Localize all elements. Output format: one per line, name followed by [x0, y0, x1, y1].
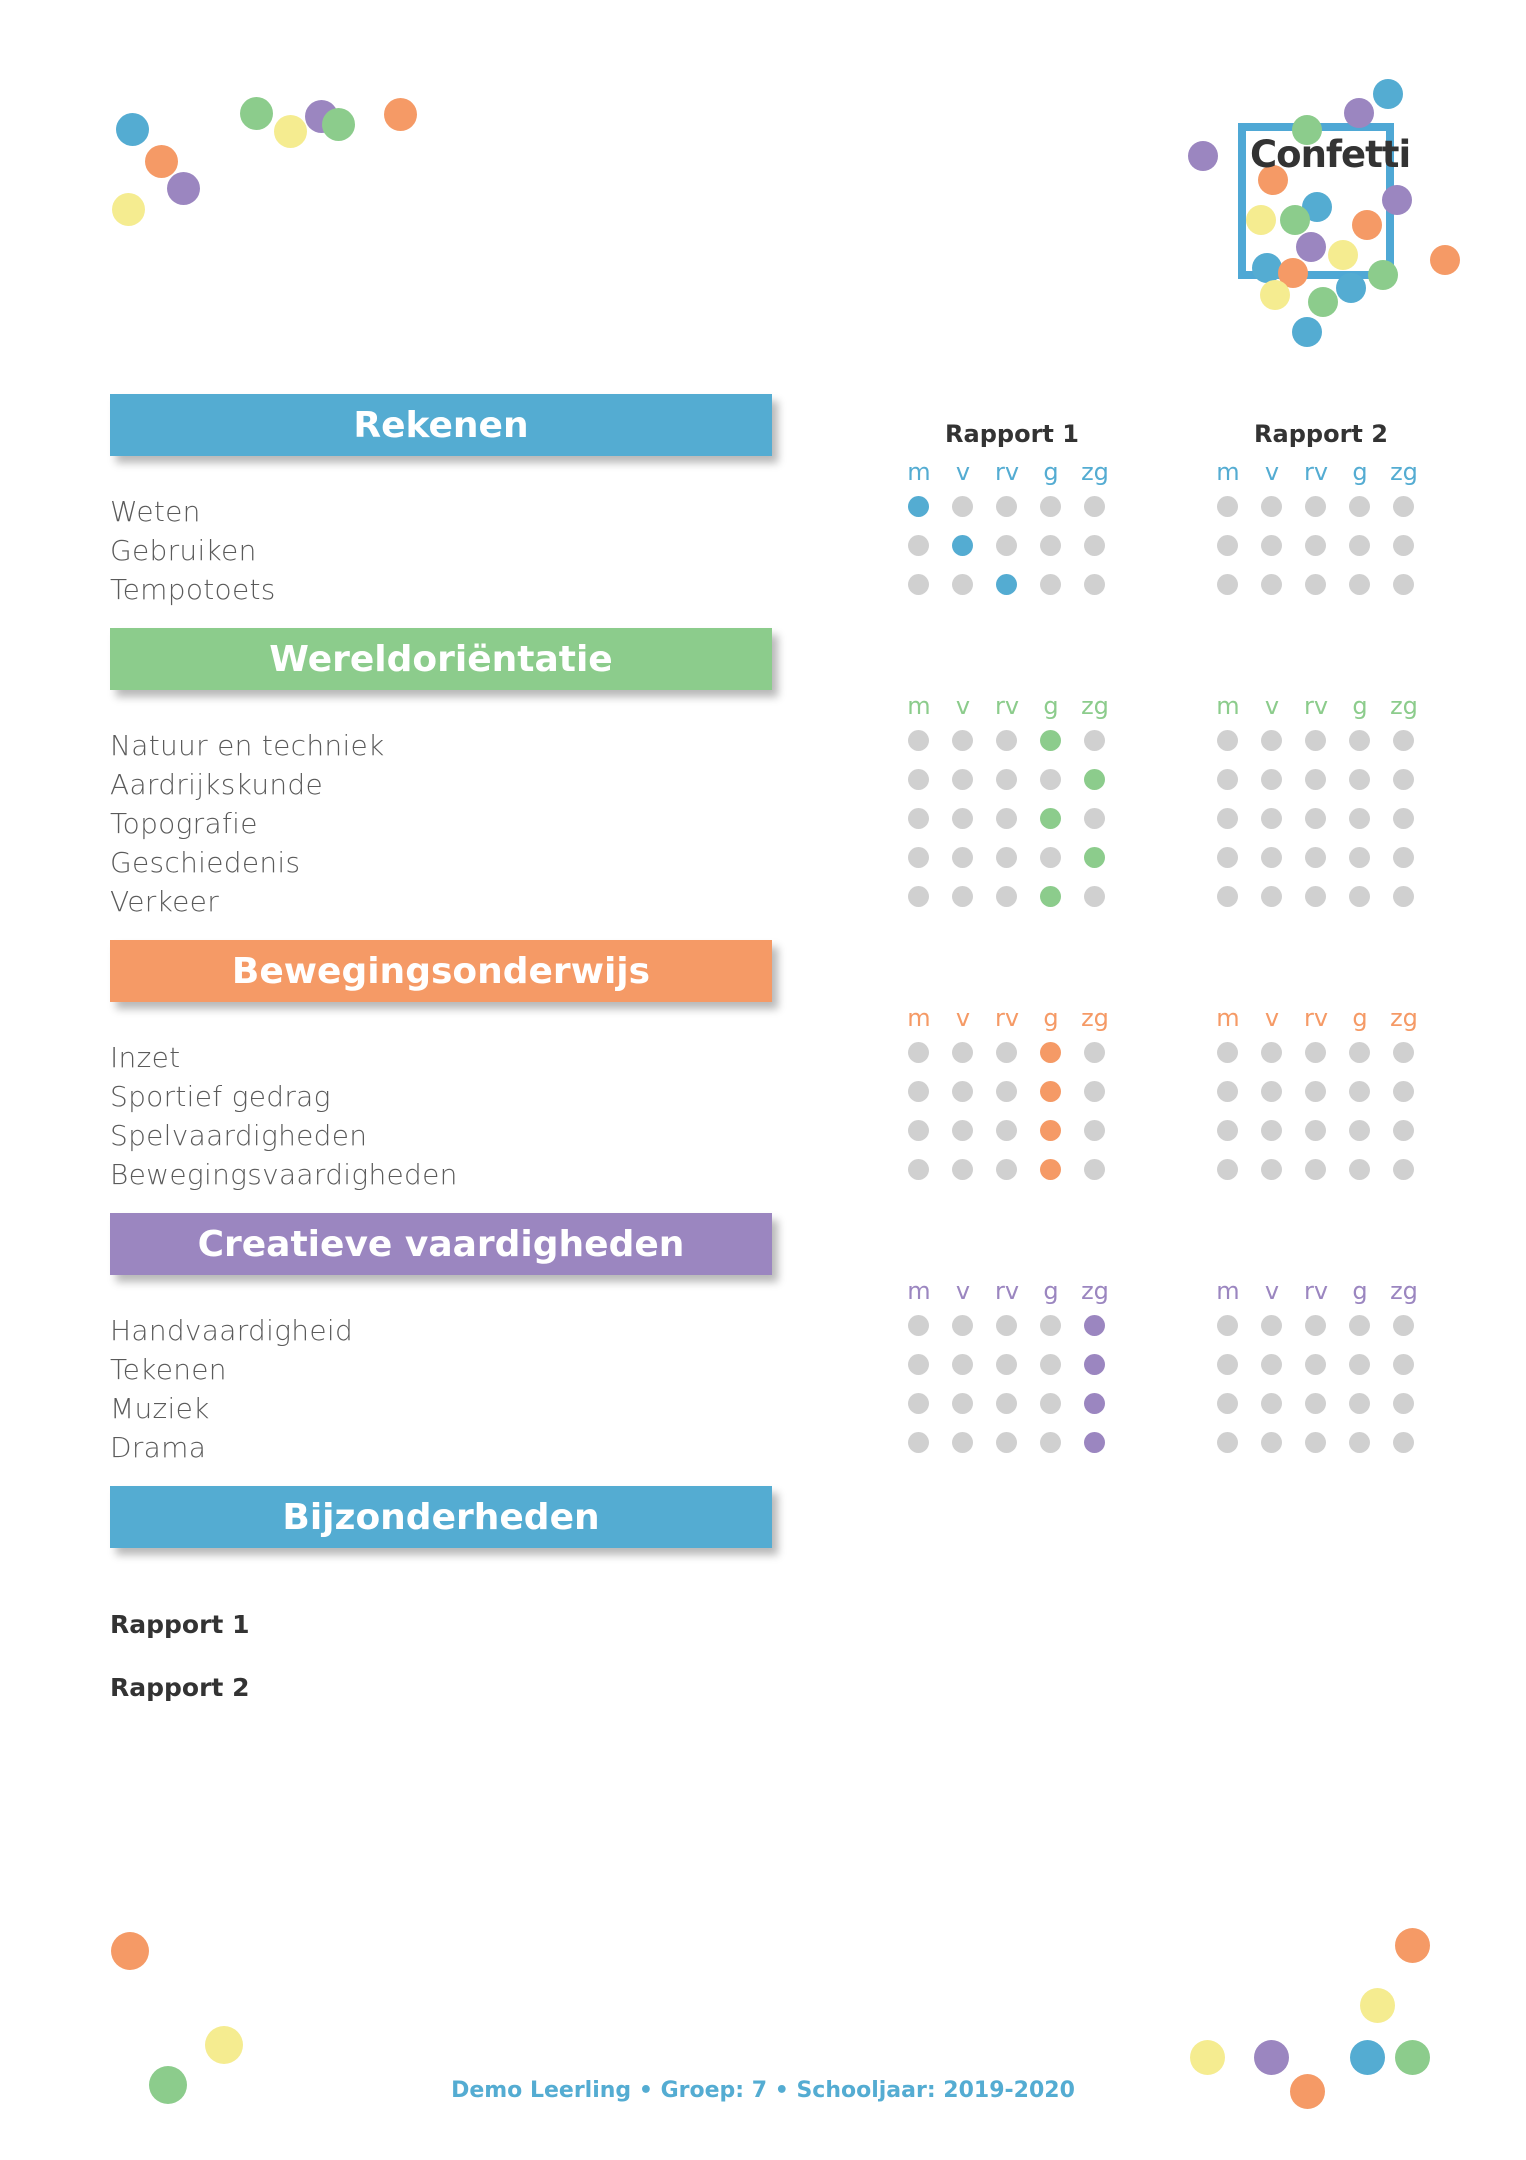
- rating-dot: [1217, 1120, 1238, 1141]
- rating-dot: [1040, 769, 1061, 790]
- column-header-m: m: [907, 1004, 931, 1032]
- remark-rapport-1-label: Rapport 1: [110, 1610, 250, 1639]
- rating-dot: [1217, 574, 1238, 595]
- confetti-dot: [112, 193, 145, 226]
- rating-dot: [996, 769, 1017, 790]
- rating-dot: [1217, 535, 1238, 556]
- rating-dot: [908, 574, 929, 595]
- rating-dot: [1393, 574, 1414, 595]
- rating-dot: [1305, 1159, 1326, 1180]
- logo-confetti-dot: [1292, 317, 1322, 347]
- rating-dot: [1084, 730, 1105, 751]
- item-tekenen: Tekenen: [110, 1353, 227, 1386]
- rating-dot: [1261, 808, 1282, 829]
- rating-dot: [952, 574, 973, 595]
- rating-dot: [1261, 1432, 1282, 1453]
- rating-dot: [1305, 769, 1326, 790]
- section-header-bijzonderheden: Bijzonderheden: [110, 1486, 772, 1548]
- rating-dot: [908, 1120, 929, 1141]
- item-list-wereldorientatie: [110, 726, 630, 921]
- rating-dot: [908, 1432, 929, 1453]
- rating-dot: [1217, 808, 1238, 829]
- rating-dot: [1349, 1081, 1370, 1102]
- item-topografie: Topografie: [110, 807, 258, 840]
- rating-dot: [952, 1432, 973, 1453]
- column-header-g: g: [1352, 692, 1368, 720]
- rating-dot: [1349, 1393, 1370, 1414]
- rating-dot: [1393, 886, 1414, 907]
- rating-dot: [1305, 535, 1326, 556]
- rating-dot: [1217, 847, 1238, 868]
- item-list-bewegingsonderwijs: [110, 1038, 630, 1194]
- rating-dot: [996, 1432, 1017, 1453]
- column-header-zg: zg: [1081, 458, 1109, 486]
- rating-dot: [1393, 847, 1414, 868]
- rating-dot: [996, 886, 1017, 907]
- column-header-zg: zg: [1390, 692, 1418, 720]
- rating-dot: [1305, 574, 1326, 595]
- rating-dot: [1040, 1393, 1061, 1414]
- rating-dot: [1393, 730, 1414, 751]
- rating-dot: [1349, 886, 1370, 907]
- rating-dot: [996, 1315, 1017, 1336]
- confetti-dot: [167, 172, 200, 205]
- rating-dot: [1349, 1042, 1370, 1063]
- rating-dot: [1393, 1315, 1414, 1336]
- column-header-m: m: [907, 458, 931, 486]
- rating-dot: [1084, 1120, 1105, 1141]
- confetti-dot: [1254, 2040, 1289, 2075]
- rating-dot: [1349, 535, 1370, 556]
- confetti-dot: [1190, 2040, 1225, 2075]
- rating-dot: [996, 1120, 1017, 1141]
- rating-dot-selected: [1040, 1042, 1061, 1063]
- rating-dot: [1040, 574, 1061, 595]
- rating-dot: [1261, 886, 1282, 907]
- column-header-m: m: [907, 692, 931, 720]
- column-header-zg: zg: [1390, 458, 1418, 486]
- logo-confetti-dot: [1260, 280, 1290, 310]
- rating-dot: [1084, 574, 1105, 595]
- rating-dot: [1261, 1081, 1282, 1102]
- rating-dot: [1217, 1159, 1238, 1180]
- logo-confetti-dot: [1382, 185, 1412, 215]
- confetti-dot: [111, 1932, 149, 1970]
- column-header-v: v: [1264, 458, 1280, 486]
- rating-dot: [1393, 535, 1414, 556]
- rating-dot: [1393, 1120, 1414, 1141]
- item-verkeer: Verkeer: [110, 885, 220, 918]
- column-header-v: v: [955, 692, 971, 720]
- rating-dot: [952, 769, 973, 790]
- rating-dot: [952, 808, 973, 829]
- column-header-g: g: [1352, 1004, 1368, 1032]
- rating-dot: [1040, 535, 1061, 556]
- column-header-g: g: [1043, 692, 1059, 720]
- rating-dot: [1217, 1315, 1238, 1336]
- rating-dot-selected: [1040, 808, 1061, 829]
- confetti-dot: [145, 145, 178, 178]
- logo-confetti-dot: [1246, 205, 1276, 235]
- column-header-rv: rv: [1303, 692, 1329, 720]
- confetti-dot: [1395, 1928, 1430, 1963]
- column-header-zg: zg: [1081, 692, 1109, 720]
- section-header-wereldorientatie: Wereldoriëntatie: [110, 628, 772, 690]
- rating-dot: [1305, 847, 1326, 868]
- rating-dot: [908, 1393, 929, 1414]
- section-header-creatieve-vaardigheden: Creatieve vaardigheden: [110, 1213, 772, 1275]
- item-bewegingsvaardigheden: Bewegingsvaardigheden: [110, 1158, 458, 1191]
- item-spelvaardigheden: Spelvaardigheden: [110, 1119, 368, 1152]
- rating-dot: [1084, 496, 1105, 517]
- rating-dot: [952, 1120, 973, 1141]
- logo-confetti-dot: [1368, 260, 1398, 290]
- column-header-rv: rv: [1303, 1277, 1329, 1305]
- rating-dot: [1217, 1393, 1238, 1414]
- item-sportief-gedrag: Sportief gedrag: [110, 1080, 331, 1113]
- rating-dot: [952, 730, 973, 751]
- item-handvaardigheid: Handvaardigheid: [110, 1314, 354, 1347]
- rating-dot: [1261, 535, 1282, 556]
- column-header-g: g: [1043, 1004, 1059, 1032]
- column-header-rv: rv: [994, 458, 1020, 486]
- rating-dot: [1305, 808, 1326, 829]
- logo-confetti-dot: [1430, 245, 1460, 275]
- logo-text: Confetti: [1250, 133, 1411, 176]
- rating-dot: [908, 1315, 929, 1336]
- footer-bullet-icon: •: [774, 2078, 789, 2103]
- item-aardrijkskunde: Aardrijkskunde: [110, 768, 324, 801]
- rating-dot: [952, 1354, 973, 1375]
- rating-dot: [1393, 496, 1414, 517]
- rating-dot: [1393, 1432, 1414, 1453]
- rating-dot: [996, 730, 1017, 751]
- rating-dot: [1217, 496, 1238, 517]
- rating-dot: [1261, 769, 1282, 790]
- rating-dot: [1393, 1042, 1414, 1063]
- rating-dot-selected: [1084, 769, 1105, 790]
- rating-dot: [996, 808, 1017, 829]
- logo-confetti-dot: [1336, 273, 1366, 303]
- item-natuur-en-techniek: Natuur en techniek: [110, 729, 385, 762]
- rating-dot: [908, 886, 929, 907]
- rating-dot-selected: [1040, 1159, 1061, 1180]
- item-geschiedenis: Geschiedenis: [110, 846, 301, 879]
- rating-dot: [908, 535, 929, 556]
- rating-dot: [1217, 1354, 1238, 1375]
- item-tempotoets: Tempotoets: [110, 573, 276, 606]
- rating-dot: [1305, 1081, 1326, 1102]
- logo-confetti-dot: [1328, 240, 1358, 270]
- rapport-1-title: Rapport 1: [945, 420, 1079, 448]
- logo-confetti-dot: [1308, 287, 1338, 317]
- rating-dot-selected: [1040, 730, 1061, 751]
- rating-dot: [1305, 1393, 1326, 1414]
- logo-confetti-dot: [1296, 232, 1326, 262]
- rating-dot: [952, 496, 973, 517]
- rating-dot-selected: [1084, 1354, 1105, 1375]
- column-header-m: m: [1216, 1004, 1240, 1032]
- rating-dot: [1393, 1159, 1414, 1180]
- rating-dot: [952, 1315, 973, 1336]
- rating-dot: [1084, 1159, 1105, 1180]
- column-header-rv: rv: [1303, 1004, 1329, 1032]
- item-weten: Weten: [110, 495, 201, 528]
- item-inzet: Inzet: [110, 1041, 181, 1074]
- column-header-v: v: [955, 1277, 971, 1305]
- footer-group: Groep: 7: [660, 2078, 768, 2103]
- rating-dot: [1084, 808, 1105, 829]
- confetti-dot: [322, 108, 355, 141]
- rating-dot: [1349, 730, 1370, 751]
- rating-dot: [1040, 1315, 1061, 1336]
- rating-dot: [1349, 769, 1370, 790]
- rating-dot: [1349, 496, 1370, 517]
- confetti-dot: [240, 97, 273, 130]
- column-header-rv: rv: [994, 692, 1020, 720]
- rating-dot: [952, 847, 973, 868]
- column-header-rv: rv: [994, 1277, 1020, 1305]
- rating-dot: [1349, 1354, 1370, 1375]
- confetti-dot: [384, 98, 417, 131]
- rating-dot: [1040, 1432, 1061, 1453]
- column-header-zg: zg: [1081, 1277, 1109, 1305]
- footer-student-name: Demo Leerling: [451, 2078, 632, 2103]
- logo-confetti-dot: [1352, 210, 1382, 240]
- footer-school-year: Schooljaar: 2019-2020: [796, 2078, 1075, 2103]
- column-header-g: g: [1043, 458, 1059, 486]
- column-header-zg: zg: [1081, 1004, 1109, 1032]
- rating-dot: [1261, 730, 1282, 751]
- rating-dot: [1261, 1042, 1282, 1063]
- rating-dot: [908, 769, 929, 790]
- section-header-bewegingsonderwijs: Bewegingsonderwijs: [110, 940, 772, 1002]
- rating-dot: [1349, 1120, 1370, 1141]
- rating-dot: [1349, 1315, 1370, 1336]
- logo-confetti-dot: [1252, 253, 1282, 283]
- column-header-g: g: [1352, 458, 1368, 486]
- rating-dot-selected: [1084, 847, 1105, 868]
- rating-dot: [1349, 574, 1370, 595]
- column-header-v: v: [1264, 1004, 1280, 1032]
- column-header-v: v: [955, 458, 971, 486]
- confetti-dot: [274, 115, 307, 148]
- rating-dot-selected: [908, 496, 929, 517]
- rating-dot: [1305, 1120, 1326, 1141]
- column-header-v: v: [1264, 692, 1280, 720]
- rapport-2-title: Rapport 2: [1254, 420, 1388, 448]
- rating-dot: [1217, 769, 1238, 790]
- rating-dot: [996, 1081, 1017, 1102]
- rating-dot: [1261, 1159, 1282, 1180]
- rating-dot: [908, 1042, 929, 1063]
- column-header-zg: zg: [1390, 1004, 1418, 1032]
- remark-rapport-2-label: Rapport 2: [110, 1673, 250, 1702]
- confetti-dot: [116, 113, 149, 146]
- rating-dot: [1261, 1393, 1282, 1414]
- column-header-m: m: [1216, 458, 1240, 486]
- rating-dot: [1305, 496, 1326, 517]
- rating-dot: [1040, 1354, 1061, 1375]
- rating-dot-selected: [1084, 1315, 1105, 1336]
- rating-dot: [1393, 808, 1414, 829]
- rating-dot: [952, 1042, 973, 1063]
- column-header-m: m: [1216, 1277, 1240, 1305]
- rating-dot-selected: [996, 574, 1017, 595]
- column-header-zg: zg: [1390, 1277, 1418, 1305]
- rating-dot: [996, 496, 1017, 517]
- confetti-logo: [1190, 75, 1460, 355]
- rating-dot: [996, 535, 1017, 556]
- rating-dot: [1217, 1081, 1238, 1102]
- rating-dot: [1040, 496, 1061, 517]
- rating-dot-selected: [1084, 1393, 1105, 1414]
- rating-dot: [1040, 847, 1061, 868]
- rating-dot: [996, 1042, 1017, 1063]
- rating-dot: [1217, 886, 1238, 907]
- confetti-dot: [205, 2026, 243, 2064]
- rating-dot: [952, 886, 973, 907]
- column-header-g: g: [1352, 1277, 1368, 1305]
- rating-dot: [1084, 886, 1105, 907]
- rating-dot: [908, 1159, 929, 1180]
- rating-dot: [1261, 1315, 1282, 1336]
- rating-dot: [996, 1393, 1017, 1414]
- footer: [0, 2078, 1526, 2103]
- rating-dot-selected: [1084, 1432, 1105, 1453]
- rating-dot: [1305, 886, 1326, 907]
- item-list-creatieve-vaardigheden: [110, 1311, 630, 1467]
- logo-confetti-dot: [1344, 98, 1374, 128]
- rating-dot: [1305, 1315, 1326, 1336]
- rating-dot: [952, 1081, 973, 1102]
- rating-dot: [952, 1159, 973, 1180]
- rating-dot: [908, 1081, 929, 1102]
- logo-confetti-dot: [1280, 205, 1310, 235]
- rating-dot: [996, 1159, 1017, 1180]
- rating-dot: [908, 847, 929, 868]
- rating-dot: [1261, 847, 1282, 868]
- rating-dot: [1261, 574, 1282, 595]
- rating-dot: [1393, 1354, 1414, 1375]
- rating-dot: [908, 1354, 929, 1375]
- column-header-m: m: [1216, 692, 1240, 720]
- rating-dot: [1261, 1120, 1282, 1141]
- column-header-v: v: [955, 1004, 971, 1032]
- rating-dot: [996, 847, 1017, 868]
- rating-dot: [1305, 1042, 1326, 1063]
- rating-dot: [1349, 1432, 1370, 1453]
- rating-dot-selected: [952, 535, 973, 556]
- rating-dot: [952, 1393, 973, 1414]
- rating-dot-selected: [1040, 886, 1061, 907]
- rating-dot: [1393, 1393, 1414, 1414]
- column-header-rv: rv: [1303, 458, 1329, 486]
- logo-confetti-dot: [1188, 141, 1218, 171]
- rating-dot: [1261, 1354, 1282, 1375]
- item-drama: Drama: [110, 1431, 207, 1464]
- rating-dot: [1261, 496, 1282, 517]
- item-list-rekenen: [110, 492, 630, 609]
- rating-dot: [908, 808, 929, 829]
- rating-dot: [1393, 1081, 1414, 1102]
- confetti-dot: [1360, 1988, 1395, 2023]
- rating-dot-selected: [1040, 1081, 1061, 1102]
- rating-dot: [1305, 1432, 1326, 1453]
- section-header-rekenen: Rekenen: [110, 394, 772, 456]
- item-gebruiken: Gebruiken: [110, 534, 257, 567]
- confetti-dot: [1350, 2040, 1385, 2075]
- rating-dot: [1084, 1081, 1105, 1102]
- logo-confetti-dot: [1373, 79, 1403, 109]
- column-header-g: g: [1043, 1277, 1059, 1305]
- rating-dot: [1217, 730, 1238, 751]
- column-header-v: v: [1264, 1277, 1280, 1305]
- rating-dot: [996, 1354, 1017, 1375]
- confetti-dot: [1395, 2040, 1430, 2075]
- column-header-rv: rv: [994, 1004, 1020, 1032]
- footer-bullet-icon: •: [638, 2078, 653, 2103]
- column-header-m: m: [907, 1277, 931, 1305]
- rating-dot: [908, 730, 929, 751]
- item-muziek: Muziek: [110, 1392, 210, 1425]
- rating-dot: [1349, 1159, 1370, 1180]
- rating-dot: [1305, 730, 1326, 751]
- rating-dot-selected: [1040, 1120, 1061, 1141]
- rating-dot: [1084, 535, 1105, 556]
- rating-dot: [1349, 847, 1370, 868]
- rating-dot: [1305, 1354, 1326, 1375]
- rating-dot: [1084, 1042, 1105, 1063]
- rating-dot: [1217, 1432, 1238, 1453]
- rating-dot: [1393, 769, 1414, 790]
- rating-dot: [1349, 808, 1370, 829]
- rating-dot: [1217, 1042, 1238, 1063]
